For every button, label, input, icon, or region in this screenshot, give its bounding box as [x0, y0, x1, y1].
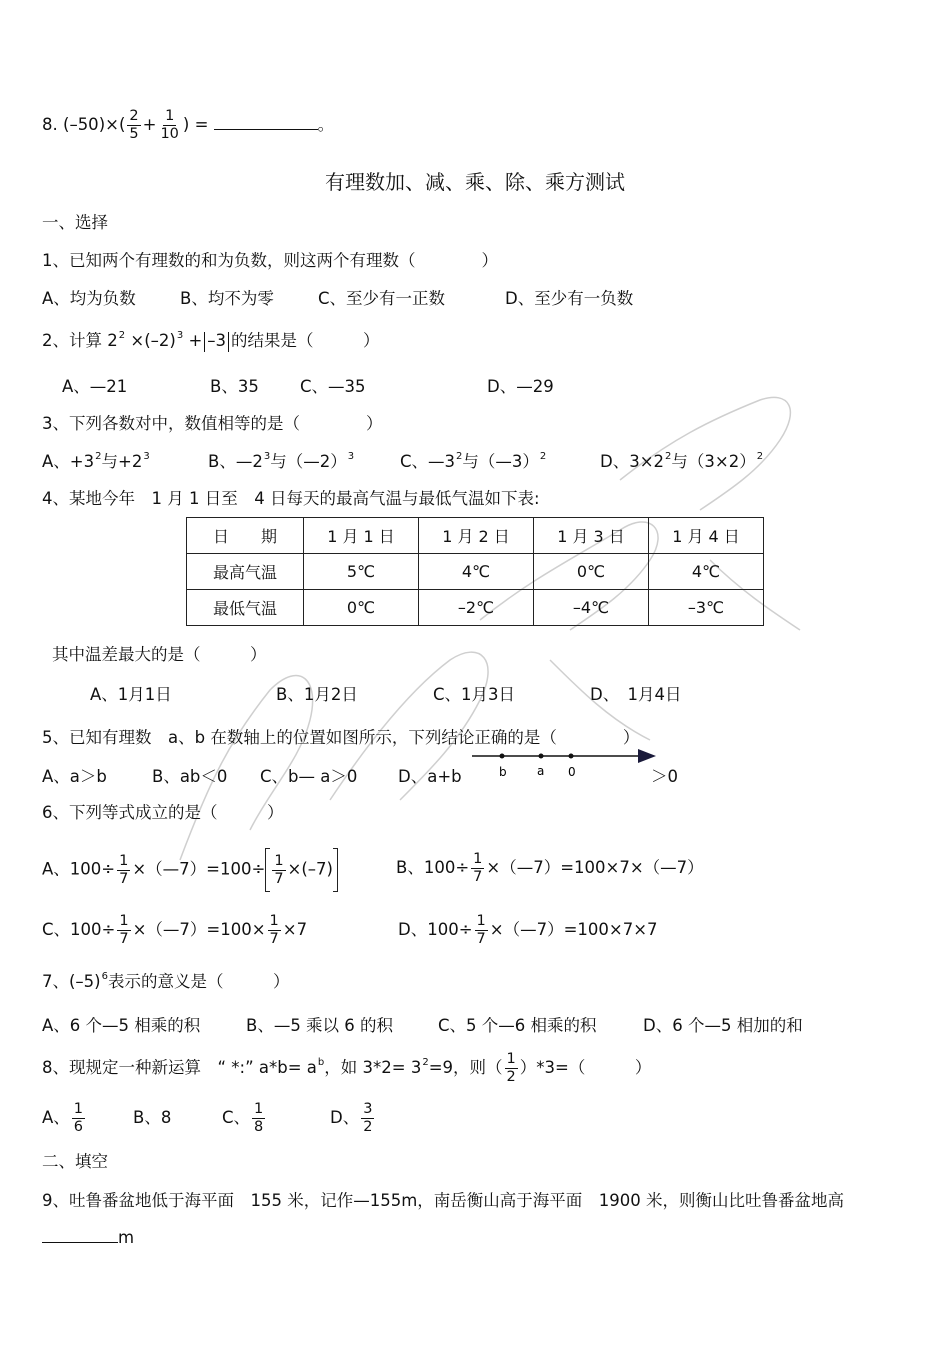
table-header-cell: 1 月 4 日 — [649, 518, 764, 554]
period: 。 — [317, 115, 335, 134]
q3-d-part1: D、3×2 — [600, 452, 665, 471]
frac-den: 7 — [119, 931, 129, 947]
frac-den: 7 — [473, 869, 483, 885]
table-cell: –4℃ — [534, 590, 649, 626]
q2-abs: –3 — [207, 331, 227, 350]
q9-answer — [42, 1228, 134, 1248]
fraction-3-2 — [361, 1101, 374, 1136]
table-header-cell: 1 月 1 日 — [304, 518, 419, 554]
q1-option-b[interactable]: B、均不为零 — [180, 289, 274, 308]
q3-option-a[interactable] — [42, 452, 208, 475]
q2-mid: ×(–2) — [130, 331, 176, 350]
q8-lead: 8、现规定一种新运算 “ *:” a*b= a — [42, 1058, 317, 1077]
q4-ask: 其中温差最大的是（ ） — [52, 645, 267, 664]
sup: 2 — [539, 451, 547, 462]
frac-den: 2 — [506, 1069, 516, 1085]
q5-option-b[interactable]: B、ab＜0 — [152, 767, 228, 786]
sup: 2 — [665, 451, 672, 462]
fraction-1-7 — [117, 913, 130, 948]
q1-option-d[interactable]: D、至少有一负数 — [505, 289, 634, 308]
sup: 2 — [756, 451, 764, 462]
q4-stem: 4、某地今年 1 月 1 日至 4 日每天的最高气温与最低气温如下表: — [42, 489, 540, 508]
frac-num: 1 — [473, 851, 483, 867]
q7-lead: 7、(–5) — [42, 972, 101, 991]
bracket-left — [265, 848, 270, 892]
q6-option-b[interactable] — [396, 848, 704, 888]
frac-num: 1 — [476, 913, 486, 929]
q3-c-part2: 与（—3） — [462, 452, 539, 471]
q5-stem: 5、已知有理数 a、b 在数轴上的位置如图所示，下列结论正确的是（ ） — [42, 728, 640, 747]
frac-num: 1 — [269, 913, 279, 929]
q9-stem: 9、吐鲁番盆地低于海平面 155 米，记作—155m，南岳衡山高于海平面 1900 米，则衡山比吐鲁番盆地高 — [42, 1191, 845, 1210]
q8-mid: ，如 3*2= 3 — [324, 1058, 422, 1077]
answer-blank[interactable] — [214, 129, 318, 130]
q2-plus: + — [188, 331, 203, 350]
abs-bar-left — [204, 332, 205, 352]
fraction-1-8 — [252, 1101, 265, 1136]
q8-stem — [42, 1048, 651, 1091]
q7-tail: 表示的意义是（ ） — [108, 972, 290, 991]
q3-c-part1: C、—3 — [400, 452, 456, 471]
q1-stem: 1、已知两个有理数的和为负数，则这两个有理数（ ） — [42, 251, 498, 270]
label-a: a — [537, 764, 545, 778]
q2-stem — [42, 331, 380, 354]
equals-sign: = — [194, 115, 209, 134]
q6-option-a[interactable] — [42, 848, 338, 892]
sup: 2 — [456, 451, 463, 462]
q1-option-c[interactable]: C、至少有一正数 — [318, 289, 446, 308]
q2-option-d[interactable]: D、—29 — [487, 377, 554, 396]
q3-d-part2: 与（3×2） — [671, 452, 756, 471]
q2-exp2: 3 — [176, 330, 184, 341]
frac-den: 7 — [476, 931, 486, 947]
q7-exp: 6 — [101, 971, 108, 982]
q7-option-a[interactable]: A、6 个—5 相乘的积 — [42, 1016, 201, 1035]
table-header-cell: 日 期 — [187, 518, 304, 554]
frac-num: 1 — [165, 108, 175, 124]
table-cell: 4℃ — [649, 554, 764, 590]
prev-question-8 — [42, 108, 334, 143]
q8-option-d[interactable] — [330, 1098, 376, 1138]
q3-a-part1: A、+3 — [42, 452, 95, 471]
q6-c-mid: ×（—7）=100× — [132, 920, 266, 939]
table-header-cell: 1 月 3 日 — [534, 518, 649, 554]
sup: 3 — [143, 451, 150, 462]
q3-a-part2: 与+2 — [101, 452, 143, 471]
plus-sign: + — [142, 115, 157, 134]
q6-d-pre: D、100÷ — [398, 920, 473, 939]
q8-tail: ）*3=（ ） — [519, 1058, 652, 1077]
table-row — [187, 554, 764, 590]
frac-den: 7 — [274, 870, 284, 887]
point-b — [500, 754, 505, 759]
fraction-1-7 — [272, 853, 285, 888]
q6-a-pre: A、100÷ — [42, 859, 116, 879]
q7-option-b[interactable]: B、—5 乘以 6 的积 — [246, 1016, 394, 1035]
fraction-1-7 — [475, 913, 488, 948]
q3-option-b[interactable] — [208, 452, 400, 475]
fraction-1-6 — [72, 1101, 85, 1136]
q7-option-d[interactable]: D、6 个—5 相加的和 — [643, 1016, 803, 1035]
q3-stem: 3、下列各数对中，数值相等的是（ ） — [42, 414, 383, 433]
abs-bar-right — [228, 332, 229, 352]
q6-b-mid: ×（—7）=100×7×（—7） — [486, 858, 704, 877]
q5-option-d[interactable]: D、a+b — [398, 767, 462, 786]
frac-den: 7 — [269, 931, 279, 947]
q2-tail: 的结果是（ ） — [231, 331, 380, 350]
temperature-table — [186, 517, 764, 626]
q8-exp-b: b — [317, 1057, 325, 1068]
frac-num: 1 — [506, 1051, 516, 1067]
frac-den: 2 — [363, 1119, 373, 1135]
table-header-row — [187, 518, 764, 554]
q2-base: 2 — [107, 331, 118, 350]
page-title: 有理数加、减、乘、除、乘方测试 — [325, 170, 625, 194]
paren-open: ( — [63, 115, 70, 134]
table-cell: –3℃ — [649, 590, 764, 626]
paren-close: ) — [98, 115, 106, 134]
fraction-1-10 — [158, 108, 180, 143]
q2-option-c[interactable]: C、—35 — [300, 377, 366, 396]
q1-option-a[interactable]: A、均为负数 — [42, 289, 136, 308]
table-cell: –2℃ — [419, 590, 534, 626]
point-zero — [569, 754, 574, 759]
q8-mid2: =9，则（ — [428, 1058, 503, 1077]
table-cell: 4℃ — [419, 554, 534, 590]
prev-q8-close: ) — [182, 115, 190, 134]
prev-q8-neg50: –50 — [69, 115, 99, 134]
fraction-1-2 — [505, 1051, 518, 1086]
fraction-1-7 — [117, 853, 130, 888]
q8-a-label: A、 — [42, 1108, 70, 1127]
frac-den: 7 — [119, 870, 129, 887]
sup: 2 — [95, 451, 102, 462]
sup: 3 — [347, 451, 355, 462]
table-cell: 最高气温 — [187, 554, 304, 590]
q3-option-c[interactable] — [400, 452, 600, 475]
frac-num: 1 — [119, 852, 129, 869]
q3-b-part1: B、—2 — [208, 452, 263, 471]
bracket-right — [333, 848, 338, 892]
table-row — [187, 590, 764, 626]
table-cell: 最低气温 — [187, 590, 304, 626]
frac-den: 10 — [160, 126, 179, 142]
q6-option-c[interactable] — [42, 910, 307, 950]
q8-exp2: 2 — [422, 1057, 429, 1068]
q4-option-d[interactable]: D、 1月4日 — [590, 685, 682, 704]
frac-den: 6 — [73, 1119, 84, 1135]
table-cell: 5℃ — [304, 554, 419, 590]
frac-num: 1 — [119, 913, 129, 929]
fraction-2-5 — [127, 108, 140, 143]
frac-den: 8 — [254, 1119, 264, 1135]
q4-option-b[interactable]: B、1月2日 — [276, 685, 358, 704]
q3-option-d[interactable] — [600, 452, 763, 471]
frac-num: 3 — [363, 1101, 373, 1117]
sup: 3 — [263, 451, 271, 462]
q6-c-tail: ×7 — [282, 920, 308, 939]
arrow-head-icon — [638, 749, 656, 763]
fraction-1-7 — [268, 913, 281, 948]
section-choice: 一、选择 — [42, 213, 108, 232]
q4-option-a[interactable]: A、1月1日 — [90, 685, 172, 704]
q6-a-mid: ×（—7）=100÷ — [132, 859, 266, 879]
q3-options — [42, 452, 763, 475]
table-header-cell: 1 月 2 日 — [419, 518, 534, 554]
q9-unit: m — [118, 1228, 135, 1247]
prev-q8-times: ×( — [105, 115, 126, 134]
q5-option-d-tail: ＞0 — [651, 767, 678, 786]
label-zero: 0 — [568, 765, 576, 779]
point-a — [539, 754, 544, 759]
section-fill: 二、填空 — [42, 1152, 108, 1171]
frac-num: 1 — [254, 1101, 264, 1117]
q7-option-c[interactable]: C、5 个—6 相乘的积 — [438, 1016, 597, 1035]
frac-num: 1 — [274, 852, 284, 869]
fraction-1-7 — [471, 851, 484, 886]
number-line — [470, 744, 660, 784]
q4-option-c[interactable]: C、1月3日 — [433, 685, 516, 704]
q7-stem — [42, 972, 290, 995]
table-cell: 0℃ — [534, 554, 649, 590]
frac-den: 5 — [129, 126, 139, 142]
label-b: b — [499, 765, 507, 779]
q6-b-pre: B、100÷ — [396, 858, 470, 877]
q2-option-b[interactable]: B、35 — [210, 377, 259, 396]
q6-a-bracket-content: ×(–7) — [287, 859, 333, 879]
q8-option-a[interactable] — [42, 1098, 87, 1138]
frac-num: 1 — [73, 1101, 84, 1117]
q2-lead: 2、计算 — [42, 331, 102, 350]
q5-option-c[interactable]: C、b— a＞0 — [260, 767, 358, 786]
q8-d-label: D、 — [330, 1108, 360, 1127]
q2-exp1: 2 — [118, 330, 126, 341]
q6-d-mid: ×（—7）=100×7×7 — [489, 920, 658, 939]
q8-option-b[interactable]: B、8 — [133, 1108, 172, 1127]
frac-num: 2 — [129, 108, 139, 124]
q8-c-label: C、 — [222, 1108, 251, 1127]
q8-option-c[interactable] — [222, 1098, 267, 1138]
q2-option-a[interactable]: A、—21 — [62, 377, 128, 396]
table-cell: 0℃ — [304, 590, 419, 626]
prev-q8-prefix: 8. — [42, 115, 58, 134]
answer-blank[interactable] — [42, 1242, 118, 1243]
q3-b-part2: 与（—2） — [270, 452, 347, 471]
q6-option-d[interactable] — [398, 910, 658, 950]
q6-stem: 6、下列等式成立的是（ ） — [42, 803, 284, 822]
q5-option-a[interactable]: A、a＞b — [42, 767, 107, 786]
q6-c-pre: C、100÷ — [42, 920, 116, 939]
